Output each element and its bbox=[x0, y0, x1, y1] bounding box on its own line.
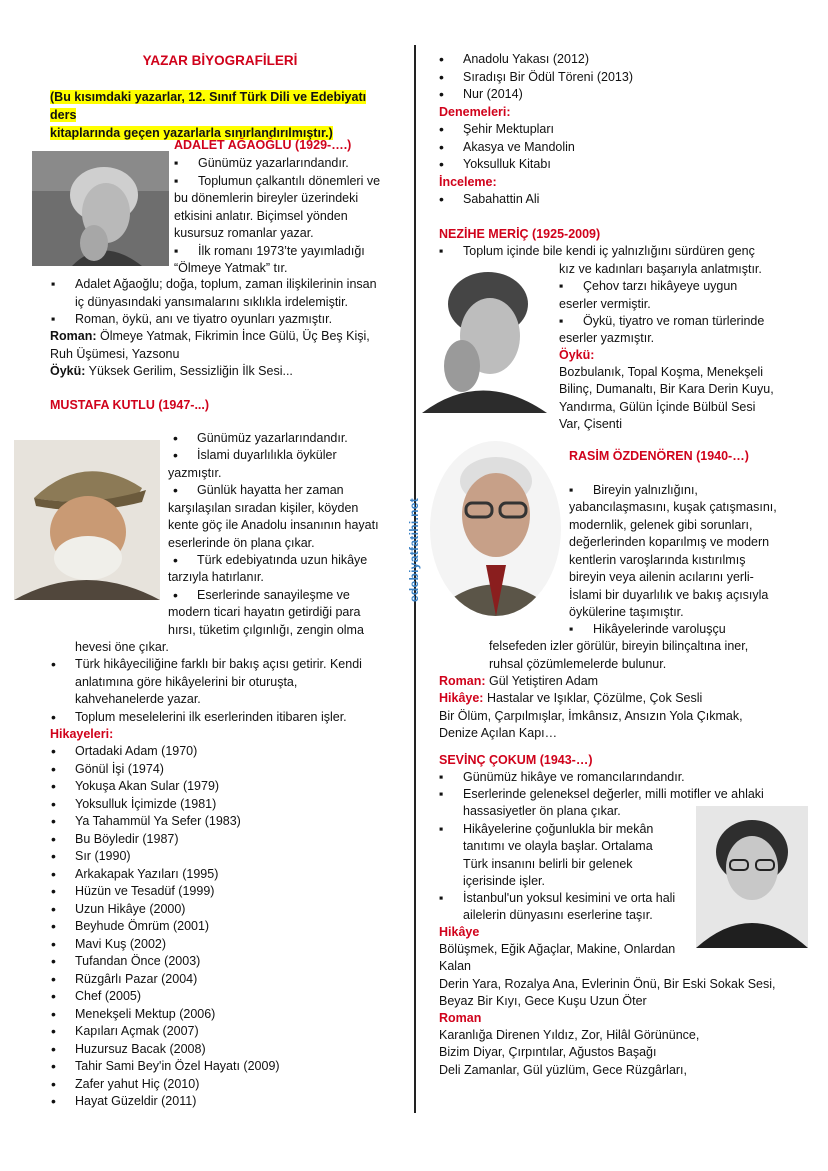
roman-label: Roman: bbox=[50, 329, 97, 343]
mustafa-kutlu-heading: MUSTAFA KUTLU (1947-...) bbox=[50, 398, 210, 412]
cokum-bio-line: ▪ Hikâyelerine çoğunlukla bir mekân bbox=[463, 821, 653, 839]
scope-note-line-1: (Bu kısımdaki yazarlar, 12. Sınıf Türk Dili ve Edebiyatı ders bbox=[50, 90, 367, 122]
meric-bio-line: ▪ Çehov tarzı hikâyeye uygun bbox=[583, 278, 737, 296]
ozdenoren-hikaye-line bbox=[439, 690, 702, 708]
list-item: • Bu Böyledir (1987) bbox=[75, 831, 280, 849]
list-item: • Şehir Mektupları bbox=[463, 121, 575, 139]
kutlu-bio-line: modern ticari hayatın getirdiği para bbox=[168, 605, 361, 619]
kutlu-bio-line: karşılaşılan sıradan kişiler, köyden bbox=[168, 501, 359, 515]
kutlu-works-list bbox=[75, 743, 280, 1111]
kutlu-bio-line: • Eserlerinde sanayileşme ve bbox=[197, 587, 350, 605]
adalet-oyku-line bbox=[50, 363, 293, 381]
adalet-agaoglu-photo bbox=[32, 151, 169, 266]
meric-bio-line: eserler vermiştir. bbox=[559, 297, 651, 311]
site-watermark-text: edebiyatfatihi.net bbox=[407, 497, 422, 603]
list-item: • Sır (1990) bbox=[75, 848, 280, 866]
ozdenoren-bio-line: yabancılaşmasını, kuşak çatışmasını, bbox=[569, 500, 777, 514]
roman-label: Roman: bbox=[439, 674, 486, 688]
sevinc-cokum-photo bbox=[696, 806, 808, 948]
rasim-ozdenoren-heading: RASİM ÖZDENÖREN (1940-…) bbox=[569, 449, 749, 463]
ozdenoren-bio-line: ▪ Hikâyelerinde varoluşçu bbox=[593, 621, 726, 639]
list-item: • Sıradışı Bir Ödül Töreni (2013) bbox=[463, 69, 633, 87]
kutlu-bio-line: hevesi öne çıkar. bbox=[75, 640, 169, 654]
adalet-bio-line: “Ölmeye Yatmak” tır. bbox=[174, 261, 288, 275]
meric-oyku-list: Yandırma, Gülün İçinde Bülbül Sesi bbox=[559, 400, 756, 414]
list-item: • Arkakapak Yazıları (1995) bbox=[75, 866, 280, 884]
ozdenoren-bio-line: İslami bir duyarlılık ve bakış açısıyla bbox=[569, 588, 769, 602]
kutlu-bio-line: kahvehanelerde yazar. bbox=[75, 692, 201, 706]
list-item: • Hüzün ve Tesadüf (1999) bbox=[75, 883, 280, 901]
meric-oyku-list: Bozbulanık, Topal Koşma, Menekşeli bbox=[559, 365, 764, 379]
adalet-roman-line bbox=[50, 328, 370, 346]
cokum-hikaye-heading: Hikâye bbox=[439, 925, 480, 939]
cokum-bio-line: Türk insanını belirli bir gelenek bbox=[463, 857, 633, 871]
adalet-bio-line: ▪ Toplumun çalkantılı dönemleri ve bbox=[198, 173, 380, 191]
scope-note-line-2: kitaplarında geçen yazarlarla sınırlandırılmıştır.) bbox=[50, 126, 333, 140]
kutlu-bio-line: • Türk hikâyeciliğine farklı bir bakış açısı getirir. Kendi bbox=[75, 656, 362, 674]
cokum-bio-line: hassasiyetler ön plana çıkar. bbox=[463, 804, 621, 818]
list-item: • Yoksulluk Kitabı bbox=[463, 156, 575, 174]
kutlu-inceleme-list bbox=[463, 191, 539, 209]
ozdenoren-bio-line: değerlerinden koparılmış ve modern bbox=[569, 535, 770, 549]
cokum-bio-line: ▪ Eserlerinde geleneksel değerler, milli motifler ve ahlaki bbox=[463, 786, 764, 804]
cokum-hikaye-list: Beyaz Bir Kıyı, Gece Kuşu Uzun Öter bbox=[439, 994, 647, 1008]
list-item: • Ortadaki Adam (1970) bbox=[75, 743, 280, 761]
kutlu-bio-line: • Günlük hayatta her zaman bbox=[197, 482, 344, 500]
kutlu-bio-line: • Günümüz yazarlarındandır. bbox=[197, 430, 348, 448]
cokum-roman-list: Bizim Diyar, Çırpıntılar, Ağustos Başağı bbox=[439, 1045, 657, 1059]
kutlu-hikaye-heading: Hikayeleri: bbox=[50, 727, 114, 741]
kutlu-bio-line: • İslami duyarlılıkla öyküler bbox=[197, 447, 337, 465]
list-item: • Yoksulluk İçimizde (1981) bbox=[75, 796, 280, 814]
adalet-bio-line: etkisini anlatır. Biçimsel yönden bbox=[174, 209, 348, 223]
cokum-bio-line: tanıtımı ve olayla başlar. Ortalama bbox=[463, 839, 653, 853]
adalet-bio-line: ▪ İlk romanı 1973’te yayımladığı bbox=[198, 243, 365, 261]
kutlu-bio-line: yazmıştır. bbox=[168, 466, 222, 480]
adalet-roman-list-2: Ruh Üşümesi, Yazsonu bbox=[50, 347, 180, 361]
kutlu-bio-line: eserlerinde ön plana çıkar. bbox=[168, 536, 315, 550]
list-item: • Tahir Sami Bey'in Özel Hayatı (2009) bbox=[75, 1058, 280, 1076]
adalet-bio-line: iç dünyasındaki yansımalarını sıklıkla irdelemiştir. bbox=[75, 295, 349, 309]
adalet-bio-line: bu dönemlerin bireyler üzerindeki bbox=[174, 191, 359, 205]
ozdenoren-bio-line: kentlerin varoşlarında kıstırılmış bbox=[569, 553, 746, 567]
kutlu-deneme-heading: Denemeleri: bbox=[439, 105, 511, 119]
list-item: • Huzursuz Bacak (2008) bbox=[75, 1041, 280, 1059]
cokum-bio-line: içerisinde işler. bbox=[463, 874, 545, 888]
ozdenoren-hikaye-list: Denize Açılan Kapı… bbox=[439, 726, 558, 740]
nezihe-meric-photo bbox=[422, 258, 547, 413]
adalet-bio-line: kusursuz romanlar yazar. bbox=[174, 226, 314, 240]
oyku-label: Öykü: bbox=[50, 364, 86, 378]
meric-bio-line: eserler yazmıştır. bbox=[559, 331, 655, 345]
cokum-hikaye-list: Bölüşmek, Eğik Ağaçlar, Makine, Onlardan bbox=[439, 942, 676, 956]
ozdenoren-hikaye-list: Hastalar ve Işıklar, Çözülme, Çok Sesli bbox=[483, 691, 703, 705]
kutlu-deneme-list bbox=[463, 121, 575, 174]
list-item: • Nur (2014) bbox=[463, 86, 633, 104]
kutlu-bio-line: hırsı, tüketim çılgınlığı, zengin olma bbox=[168, 623, 364, 637]
meric-bio-line: kız ve kadınları başarıyla anlatmıştır. bbox=[559, 262, 762, 276]
list-item: • Rüzgârlı Pazar (2004) bbox=[75, 971, 280, 989]
nezihe-meric-heading: NEZİHE MERİÇ (1925-2009) bbox=[439, 227, 601, 241]
meric-oyku-heading: Öykü: bbox=[559, 348, 595, 362]
list-item: • Tufandan Önce (2003) bbox=[75, 953, 280, 971]
ozdenoren-roman-list: Gül Yetiştiren Adam bbox=[485, 674, 599, 688]
ozdenoren-bio-line: felsefeden izler görülür, bireyin bilinçaltına iner, bbox=[489, 639, 749, 653]
kutlu-bio-line: anlatımına göre hikâyelerini bir oturuşta, bbox=[75, 675, 298, 689]
ozdenoren-bio-line: modernlik, gelenek gibi sorunları, bbox=[569, 518, 753, 532]
kutlu-bio-line: tarzıyla hatırlanır. bbox=[168, 570, 264, 584]
kutlu-bio-line: kente göç ile Anadolu insanının hayatı bbox=[168, 518, 379, 532]
cokum-bio-line: ▪ Günümüz hikâye ve romancılarındandır. bbox=[463, 769, 685, 787]
kutlu-works-continued bbox=[463, 51, 633, 104]
list-item: • Akasya ve Mandolin bbox=[463, 139, 575, 157]
cokum-roman-list: Karanlığa Direnen Yıldız, Zor, Hilâl Görününce, bbox=[439, 1028, 700, 1042]
kutlu-bio-line: • Türk edebiyatında uzun hikâye bbox=[197, 552, 367, 570]
kutlu-inceleme-heading: İnceleme: bbox=[439, 175, 497, 189]
list-item: • Menekşeli Mektup (2006) bbox=[75, 1006, 280, 1024]
ozdenoren-bio-line: ▪ Bireyin yalnızlığını, bbox=[593, 482, 698, 500]
list-item: • Ya Tahammül Ya Sefer (1983) bbox=[75, 813, 280, 831]
ozdenoren-bio-line: bireyin veya ailenin acılarını yerli- bbox=[569, 570, 754, 584]
ozdenoren-bio-line: ruhsal çözümlemelerde bulunur. bbox=[489, 657, 667, 671]
list-item: • Gönül İşi (1974) bbox=[75, 761, 280, 779]
list-item: • Chef (2005) bbox=[75, 988, 280, 1006]
meric-oyku-list: Var, Çisenti bbox=[559, 417, 622, 431]
list-item: • Beyhude Ömrüm (2001) bbox=[75, 918, 280, 936]
cokum-roman-heading: Roman bbox=[439, 1011, 482, 1025]
adalet-bio-line: ▪ Roman, öykü, anı ve tiyatro oyunları yazmıştır. bbox=[75, 311, 332, 329]
list-item: • Yokuşa Akan Sular (1979) bbox=[75, 778, 280, 796]
list-item: • Anadolu Yakası (2012) bbox=[463, 51, 633, 69]
list-item: • Sabahattin Ali bbox=[463, 191, 539, 209]
mustafa-kutlu-photo bbox=[14, 440, 160, 600]
meric-bio-line: ▪ Öykü, tiyatro ve roman türlerinde bbox=[583, 313, 764, 331]
list-item: • Uzun Hikâye (2000) bbox=[75, 901, 280, 919]
scope-note bbox=[50, 88, 395, 142]
adalet-oyku-list: Yüksek Gerilim, Sessizliğin İlk Sesi... bbox=[85, 364, 293, 378]
cokum-bio-line: ailelerin dünyasını eserlerine taşır. bbox=[463, 908, 653, 922]
meric-oyku-list: Bilinç, Dumanaltı, Bir Kara Derin Kuyu, bbox=[559, 382, 774, 396]
list-item: • Kapıları Açmak (2007) bbox=[75, 1023, 280, 1041]
cokum-hikaye-list: Kalan bbox=[439, 959, 471, 973]
hikaye-label: Hikâye: bbox=[439, 691, 484, 705]
site-watermark bbox=[403, 485, 427, 615]
cokum-roman-list: Deli Zamanlar, Gül yüzlüm, Gece Rüzgârları, bbox=[439, 1063, 688, 1077]
ozdenoren-hikaye-list: Bir Ölüm, Çarpılmışlar, İmkânsız, Ansızın Yola Çıkmak, bbox=[439, 709, 743, 723]
rasim-ozdenoren-photo bbox=[430, 441, 561, 616]
ozdenoren-roman-line bbox=[439, 673, 598, 691]
kutlu-bio-line: • Toplum meselelerini ilk eserlerinden itibaren işler. bbox=[75, 709, 347, 727]
page-title: YAZAR BİYOGRAFİLERİ bbox=[142, 53, 298, 68]
list-item: • Zafer yahut Hiç (2010) bbox=[75, 1076, 280, 1094]
adalet-agaoglu-heading: ADALET AĞAOĞLU (1929-….) bbox=[174, 138, 352, 152]
cokum-hikaye-list: Derin Yara, Rozalya Ana, Evlerinin Önü, Bir Eski Sokak Sesi, bbox=[439, 977, 776, 991]
adalet-bio-line: ▪ Adalet Ağaoğlu; doğa, toplum, zaman ilişkilerinin insan bbox=[75, 276, 377, 294]
adalet-bio-line: ▪ Günümüz yazarlarındandır. bbox=[198, 155, 349, 173]
list-item: • Hayat Güzeldir (2011) bbox=[75, 1093, 280, 1111]
ozdenoren-bio-line: öykülerine taşımıştır. bbox=[569, 605, 684, 619]
meric-bio-line: ▪ Toplum içinde bile kendi iç yalnızlığını sürdüren genç bbox=[463, 243, 755, 261]
adalet-roman-list: Ölmeye Yatmak, Fikrimin İnce Gülü, Üç Beş Kişi, bbox=[96, 329, 370, 343]
sevinc-cokum-heading: SEVİNÇ ÇOKUM (1943-…) bbox=[439, 753, 593, 767]
list-item: • Mavi Kuş (2002) bbox=[75, 936, 280, 954]
cokum-bio-line: ▪ İstanbul'un yoksul kesimini ve orta hali bbox=[463, 890, 675, 908]
